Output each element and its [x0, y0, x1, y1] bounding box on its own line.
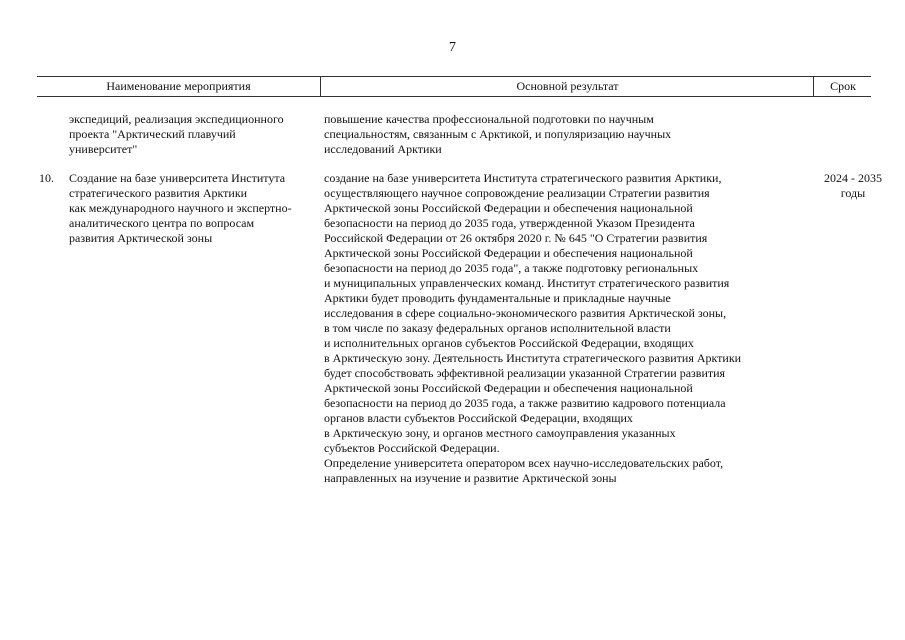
row10-result-line: в Арктическую зону, и органов местного самоуправления указанных	[324, 426, 676, 440]
row10-term-cell	[813, 171, 893, 201]
row10-result-line: Арктики будет проводить фундаментальные и прикладные научные	[324, 291, 671, 305]
row10-result-cell	[324, 171, 794, 486]
continued-result-line: повышение качества профессиональной подготовки по научным	[324, 112, 654, 126]
row10-name-line: Создание на базе университета Института	[69, 171, 286, 185]
row10-result-line: органов власти субъектов Российской Федерации, входящих	[324, 411, 633, 425]
row10-name-cell	[69, 171, 319, 246]
row10-result-line: и муниципальных управленческих команд. Институт стратегического развития	[324, 276, 730, 290]
row10-result-line: и исполнительных органов субъектов Российской Федерации, входящих	[324, 336, 694, 350]
row10-term-line: 2024 - 2035	[824, 171, 882, 185]
row10-result-line: направленных на изучение и развитие Арктической зоны	[324, 471, 617, 485]
row10-result-line: в Арктическую зону. Деятельность Института стратегического развития Арктики	[324, 351, 742, 365]
row-number: 10.	[39, 171, 54, 185]
row10-result-line: Определение университета оператором всех научно-исследовательских работ,	[324, 456, 724, 470]
row10-result-line: Арктической зоны Российской Федерации и обеспечения национальной	[324, 381, 693, 395]
header-term: Срок	[813, 77, 872, 96]
row10-name-line: развития Арктической зоны	[69, 231, 213, 245]
row10-result-line: Арктической зоны Российской Федерации и обеспечения национальной	[324, 246, 693, 260]
row10-term-line: годы	[840, 186, 866, 200]
row10-result-line: безопасности на период до 2035 года", а также подготовку региональных	[324, 261, 699, 275]
continued-name-line: университет"	[69, 142, 138, 156]
continued-result-line: специальностям, связанным с Арктикой, и популяризацию научных	[324, 127, 672, 141]
continued-name-line: экспедиций, реализация экспедиционного	[69, 112, 284, 126]
row10-result-line: безопасности на период до 2035 года, а также развитию кадрового потенциала	[324, 396, 726, 410]
row10-result-line: Российской Федерации от 26 октября 2020 г. № 645 "О Стратегии развития	[324, 231, 708, 245]
continued-name-line: проекта "Арктический плавучий	[69, 127, 236, 141]
row10-result-line: создание на базе университета Института стратегического развития Арктики,	[324, 171, 722, 185]
row10-result-line: будет способствовать эффективной реализации указанной Стратегии развития	[324, 366, 726, 380]
row10-result-line: безопасности на период до 2035 года, утвержденной Указом Президента	[324, 216, 695, 230]
page-number: 7	[449, 40, 456, 55]
table-header	[37, 76, 871, 97]
row10-result-line: осуществляющего научное сопровождение реализации Стратегии развития	[324, 186, 710, 200]
row10-result-line: Арктической зоны Российской Федерации и обеспечения национальной	[324, 201, 693, 215]
row10-name-line: как международного научного и экспертно-	[69, 201, 292, 215]
header-main-result: Основной результат	[320, 77, 814, 96]
row10-name-line: стратегического развития Арктики	[69, 186, 248, 200]
continued-result-line: исследований Арктики	[324, 142, 442, 156]
row10-name-line: аналитического центра по вопросам	[69, 216, 255, 230]
header-activity-name: Наименование мероприятия	[106, 79, 251, 93]
row10-result-line: исследования в сфере социально-экономического развития Арктической зоны,	[324, 306, 727, 320]
row10-result-line: субъектов Российской Федерации.	[324, 441, 500, 455]
row10-result-line: в том числе по заказу федеральных органов исполнительной власти	[324, 321, 671, 335]
continued-result-cell	[324, 112, 794, 157]
continued-name-cell	[69, 112, 319, 157]
